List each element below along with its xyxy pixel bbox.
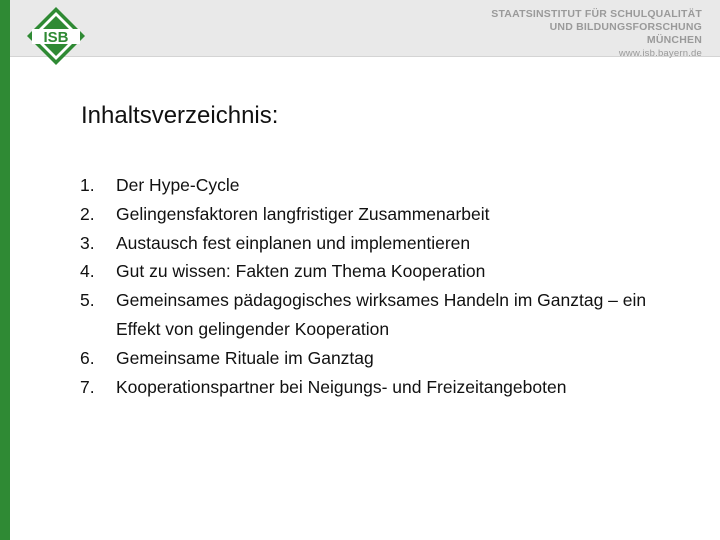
toc-item-6 — [78, 344, 678, 373]
toc-text: Kooperationspartner bei Neigungs- und Freizeitangeboten — [116, 376, 567, 397]
isb-logo-text: ISB — [43, 29, 69, 46]
toc-number: 5. — [80, 290, 95, 311]
toc-number: 3. — [80, 232, 95, 253]
toc-item-7 — [78, 373, 678, 402]
toc-number: 7. — [80, 376, 95, 397]
institute-line-2: UND BILDUNGSFORSCHUNG — [549, 21, 702, 33]
page-title: Inhaltsverzeichnis: — [81, 102, 279, 129]
institute-line-1: STAATSINSTITUT FÜR SCHULQUALITÄT — [491, 8, 702, 20]
table-of-contents — [78, 171, 678, 401]
toc-number: 4. — [80, 261, 95, 282]
institute-name — [491, 8, 702, 60]
toc-text: Austausch fest einplanen und implementieren — [116, 232, 471, 253]
toc-text: Gelingensfaktoren langfristiger Zusammenarbeit — [116, 203, 490, 224]
toc-item-2 — [78, 200, 678, 229]
toc-item-5 — [78, 286, 678, 344]
institute-url: www.isb.bayern.de — [618, 48, 702, 59]
toc-text: Gemeinsame Rituale im Ganztag — [116, 347, 374, 368]
toc-number: 6. — [80, 347, 95, 368]
toc-text: Gemeinsames pädagogisches wirksames Handeln im Ganztag – ein Effekt von gelingender Kooperation — [116, 290, 647, 339]
institute-line-3: MÜNCHEN — [646, 34, 702, 46]
toc-item-4 — [78, 257, 678, 286]
toc-text: Der Hype-Cycle — [116, 175, 240, 195]
isb-logo — [24, 4, 88, 68]
toc-item-3 — [78, 229, 678, 258]
left-accent-bar — [0, 0, 10, 540]
toc-number: 2. — [80, 203, 95, 224]
toc-item-1 — [78, 171, 678, 200]
toc-text: Gut zu wissen: Fakten zum Thema Kooperation — [116, 261, 486, 282]
toc-number: 1. — [80, 175, 95, 195]
